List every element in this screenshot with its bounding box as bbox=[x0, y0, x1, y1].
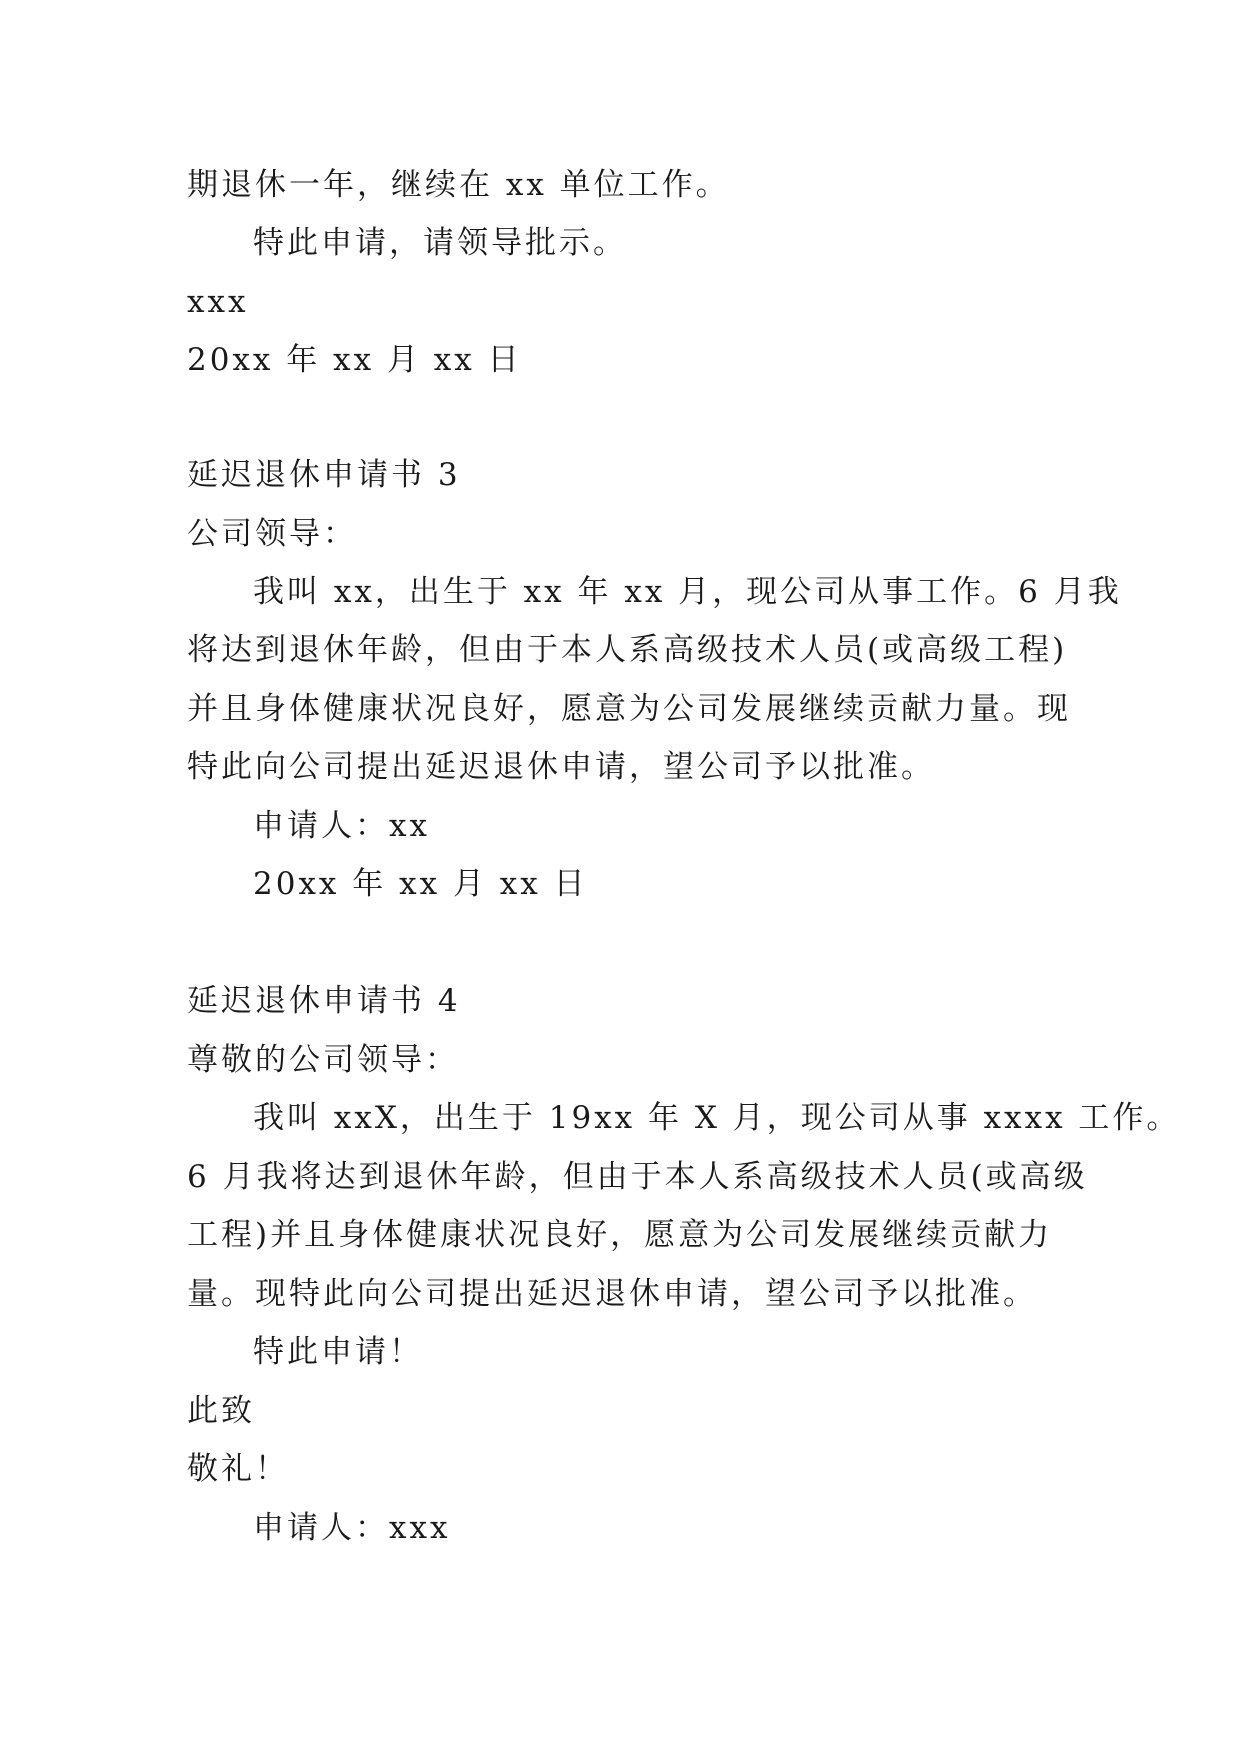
request-line: 特此申请，请领导批示。 bbox=[253, 225, 627, 261]
body-line: 并且身体健康状况良好，愿意为公司发展继续贡献力量。现 bbox=[187, 691, 1071, 727]
salutation: 公司领导： bbox=[187, 516, 357, 552]
salutation: 尊敬的公司领导： bbox=[187, 1042, 459, 1078]
applicant-line: 申请人：xxx bbox=[253, 1510, 451, 1546]
body-line: 期退休一年，继续在 xx 单位工作。 bbox=[187, 167, 730, 203]
applicant-line: 申请人：xx bbox=[253, 808, 430, 844]
body-line: 工程)并且身体健康状况良好，愿意为公司发展继续贡献力 bbox=[187, 1217, 1053, 1253]
request-line: 特此申请！ bbox=[253, 1334, 423, 1370]
date-line: 20xx 年 xx 月 xx 日 bbox=[187, 342, 522, 378]
section-title: 延迟退休申请书 3 bbox=[187, 457, 461, 493]
signer-name: xxx bbox=[187, 284, 249, 320]
body-line: 我叫 xx，出生于 xx 年 xx 月，现公司从事工作。6 月我 bbox=[253, 574, 1122, 610]
closing-line: 此致 bbox=[187, 1393, 255, 1429]
body-line: 将达到退休年龄，但由于本人系高级技术人员(或高级工程) bbox=[187, 632, 1068, 668]
closing-line: 敬礼！ bbox=[187, 1451, 289, 1487]
body-line: 我叫 xxX，出生于 19xx 年 X 月，现公司从事 xxxx 工作。 bbox=[253, 1100, 1181, 1136]
body-line: 特此向公司提出延迟退休申请，望公司予以批准。 bbox=[187, 749, 935, 785]
body-line: 6 月我将达到退休年龄，但由于本人系高级技术人员(或高级 bbox=[187, 1159, 1088, 1195]
body-line: 量。现特此向公司提出延迟退休申请，望公司予以批准。 bbox=[187, 1276, 1037, 1312]
section-title: 延迟退休申请书 4 bbox=[187, 983, 461, 1019]
date-line: 20xx 年 xx 月 xx 日 bbox=[253, 866, 588, 902]
